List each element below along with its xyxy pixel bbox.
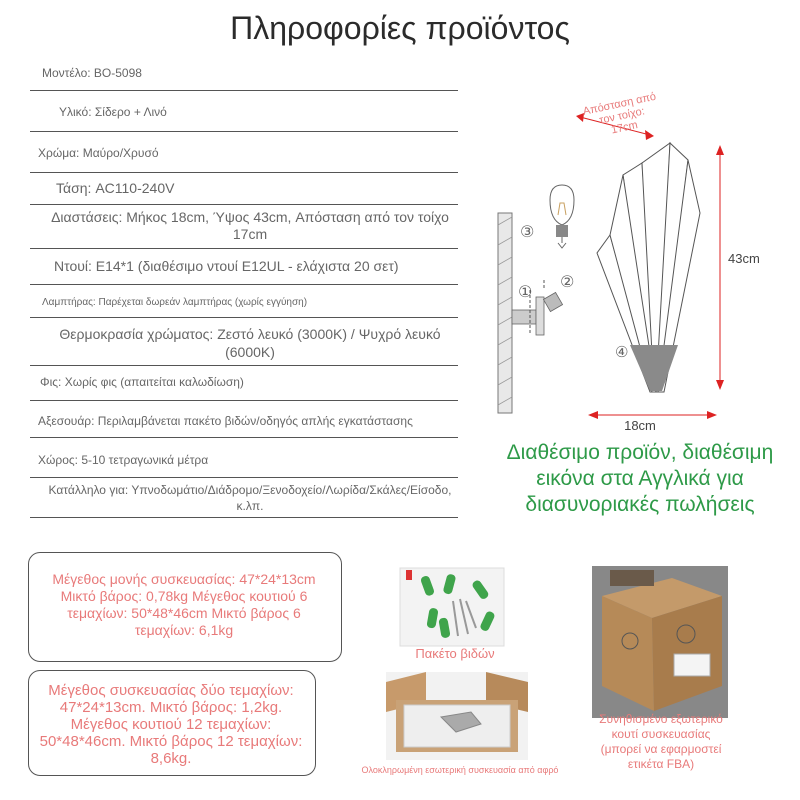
- spec-item-model: [30, 66, 470, 80]
- spec-item-material: [30, 105, 470, 119]
- spec-item-bulb: [30, 297, 470, 308]
- spec-text: Χώρος: 5-10 τετραγωνικά μέτρα: [38, 453, 209, 467]
- inner-package-caption: Ολοκληρωμένη εσωτερική συσκευασία από αφρό: [361, 765, 559, 775]
- spec-text: Τάση: AC110-240V: [56, 180, 175, 196]
- divider: [30, 517, 458, 518]
- height-label: 43cm: [728, 251, 760, 266]
- spec-text: Υλικό: Σίδερο + Λινό: [59, 105, 167, 119]
- spec-item-suitable: [30, 482, 470, 514]
- wall: [498, 213, 512, 413]
- double-package-info: Μέγεθος συσκευασίας δύο τεμαχίων: 47*24*13cm. Μικτό βάρος: 1,2kg. Μέγεθος κουτιού 12 τεμαχίων: 50*48*46cm. Μικτό βάρος 12 τεμαχίων: 8,6kg.: [39, 682, 303, 767]
- spec-text: Κατάλληλο για: Υπνοδωμάτιο/Διάδρομο/Ξενοδοχείο/Λωρίδα/Σκάλες/Είσοδο, κ.λπ.: [48, 483, 452, 513]
- product-diagram: [490, 85, 800, 425]
- marker-1: ①: [518, 282, 533, 301]
- divider: [30, 365, 458, 366]
- spec-item-accessories: [30, 414, 500, 428]
- page-title: Πληροφορίες προϊόντος: [230, 10, 570, 46]
- divider: [30, 477, 458, 478]
- screw-pack-photo: [398, 566, 506, 648]
- spec-item-color: [30, 146, 470, 160]
- single-package-info: Μέγεθος μονής συσκευασίας: 47*24*13cm Μικτό βάρος: 0,78kg Μέγεθος κουτιού 6 τεμαχίων: 50*48*46cm Μικτό βάρος 6 τεμαχίων: 6,1kg: [52, 571, 316, 638]
- spec-item-voltage: [30, 180, 470, 196]
- width-label: 18cm: [624, 418, 656, 433]
- divider: [30, 284, 458, 285]
- divider: [30, 317, 458, 318]
- spec-text: Χρώμα: Μαύρο/Χρυσό: [38, 146, 159, 160]
- spec-text: Ντουί: E14*1 (διαθέσιμο ντουί E12UL - ελάχιστα 20 σετ): [54, 258, 399, 274]
- divider: [30, 204, 458, 205]
- spec-text: Θερμοκρασία χρώματος: Ζεστό λευκό (3000K) / Ψυχρό λευκό (6000K): [59, 326, 441, 360]
- divider: [30, 172, 458, 173]
- outer-box-caption: Συνηθισμένο εξωτερικό κουτί συσκευασίας (μπορεί να εφαρμοστεί ετικέτα FBA): [599, 712, 723, 771]
- spec-text: Φις: Χωρίς φις (απαιτείται καλωδίωση): [40, 375, 244, 389]
- marker-2: ②: [560, 272, 575, 291]
- lamp-base: [630, 345, 678, 391]
- availability-note: Διαθέσιμο προϊόν, διαθέσιμη εικόνα στα Αγγλικά για διασυνοριακές πωλήσεις: [506, 441, 774, 516]
- outer-box-photo: [592, 566, 728, 718]
- spec-text: Λαμπτήρας: Παρέχεται δωρεάν λαμπτήρας (χωρίς εγγύηση): [42, 297, 308, 308]
- spec-item-dimensions: [30, 209, 470, 243]
- spec-text: Μοντέλο: BO-5098: [42, 66, 142, 80]
- screw-pack-caption: Πακέτο βιδών: [415, 646, 495, 661]
- spec-item-space: [30, 453, 470, 467]
- marker-3: ③: [520, 222, 535, 241]
- spec-text: Διαστάσεις: Μήκος 18cm, Ύψος 43cm, Απόσταση από τον τοίχο 17cm: [51, 209, 449, 242]
- spec-item-socket: [30, 258, 470, 274]
- marker-4: ④: [615, 343, 629, 361]
- spec-item-color-temp: [30, 325, 470, 361]
- bulb-icon: [550, 185, 574, 248]
- divider: [30, 437, 458, 438]
- divider: [30, 90, 458, 91]
- spec-text: Αξεσουάρ: Περιλαμβάνεται πακέτο βιδών/οδηγός απλής εγκατάστασης: [38, 414, 413, 428]
- inner-package-photo: [386, 672, 528, 760]
- distance-label: Απόσταση από τον τοίχο: 17cm: [581, 90, 658, 137]
- divider: [30, 131, 458, 132]
- spec-item-plug: [30, 375, 470, 389]
- divider: [30, 400, 458, 401]
- divider: [30, 248, 458, 249]
